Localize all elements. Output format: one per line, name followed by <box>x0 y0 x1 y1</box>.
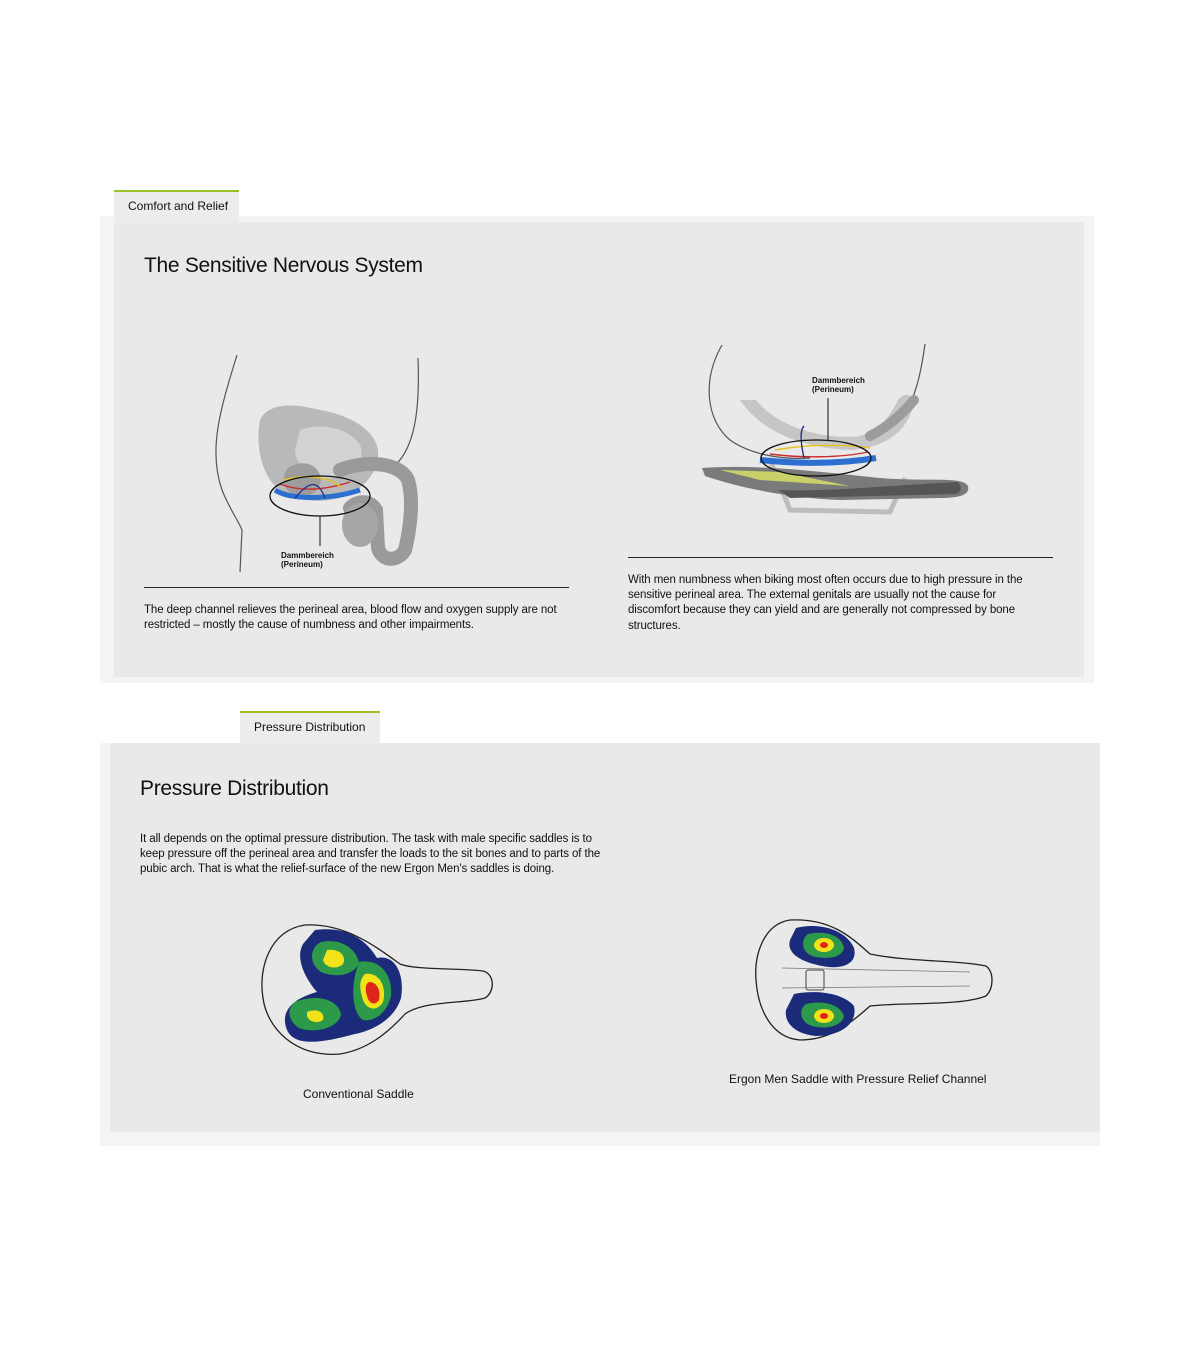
text-deep-channel: The deep channel relieves the perineal area, blood flow and oxygen supply are not restricted – mostly the cause of numbness and other impairments. <box>144 604 557 632</box>
caption-ergon-saddle: Ergon Men Saddle with Pressure Relief Channel <box>729 1072 987 1086</box>
text-numbness: With men numbness when biking most often occurs due to high pressure in the sensitive perineal area. The external genitals are usually not the cause for discomfort because they can yield and are generally not compressed by bone structures. <box>628 574 1023 632</box>
section-title-nervous-system: The Sensitive Nervous System <box>144 254 423 277</box>
perineum-label-en: (Perineum) <box>281 560 323 569</box>
pressure-map-conventional <box>255 918 500 1063</box>
perineum-label-de: Dammbereich <box>281 551 334 560</box>
section-title-pressure: Pressure Distribution <box>140 777 329 800</box>
text-pressure-intro: It all depends on the optimal pressure distribution. The task with male specific saddles is to keep pressure off the perineal area and transfer the loads to the sit bones and to parts of the pubic arch. That is what the relief-surface of the new Ergon Men's saddles is doing. <box>140 833 601 876</box>
divider-right <box>628 557 1053 558</box>
anatomy-side-illustration <box>200 350 440 580</box>
divider-left <box>144 587 569 588</box>
pressure-map-ergon <box>750 914 998 1046</box>
caption-conventional-saddle: Conventional Saddle <box>303 1087 414 1101</box>
perineum-label-en-right: (Perineum) <box>812 385 854 394</box>
tab-pressure-distribution[interactable]: Pressure Distribution <box>240 711 380 744</box>
perineum-label-de-right: Dammbereich <box>812 376 865 385</box>
cyclist-on-saddle-illustration <box>700 340 980 540</box>
tab-comfort-and-relief[interactable]: Comfort and Relief <box>114 190 239 223</box>
